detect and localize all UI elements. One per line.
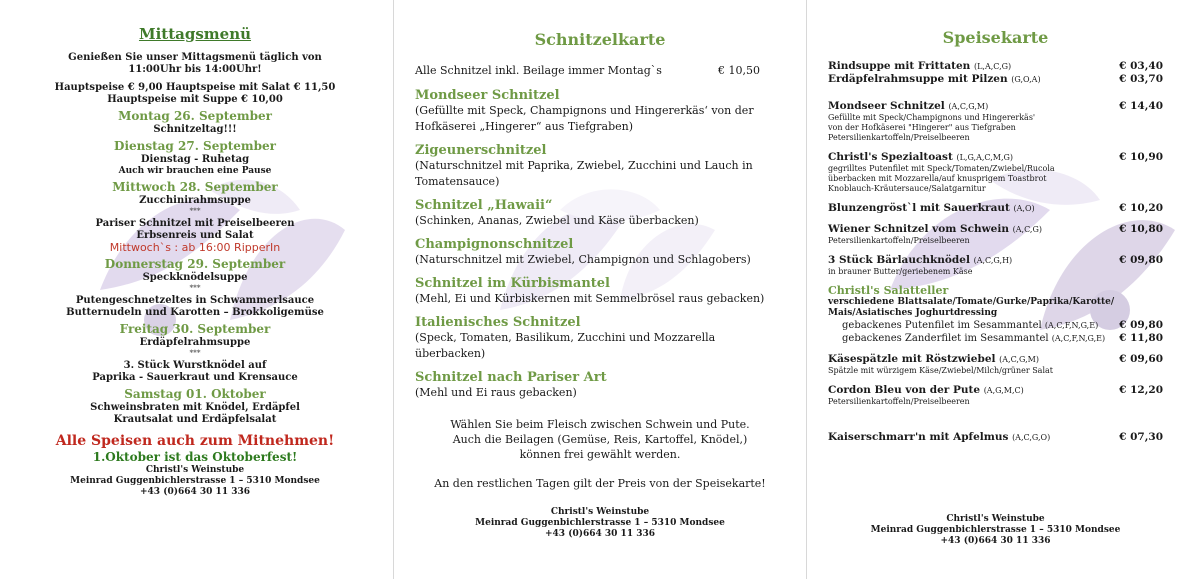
schnitzel-desc: (Gefüllte mit Speck, Champignons und Hingererkäs‘ von der Hofkäserei „Hingerer“ aus Tiefgraben)	[415, 104, 754, 133]
item-price: € 10,20	[1119, 202, 1163, 214]
allergens: (L,A,C,G)	[973, 62, 1012, 71]
day-item: Erdäpfelrahmsuppe	[139, 337, 251, 348]
main-menu-title: Speisekarte	[942, 28, 1049, 47]
menu-item	[828, 151, 1163, 164]
menu-item	[828, 202, 1163, 215]
day-item: Speckknödelsuppe	[142, 272, 248, 283]
allergens: (A,C,G,O)	[1012, 433, 1051, 442]
item-name: gebackenes Zanderfilet im Sesammantel	[842, 333, 1049, 344]
allergens: (A,G,M,C)	[983, 386, 1024, 395]
item-price: € 14,40	[1119, 100, 1163, 112]
day-heading: Freitag 30. September	[119, 322, 271, 336]
address-name: Christl's Weinstube	[946, 514, 1045, 524]
item-name: Erdäpfelrahmsuppe mit Pilzen	[828, 73, 1008, 85]
day-item: 3. Stück Wurstknödel auf	[123, 360, 267, 371]
allergens: (A,C,G,H)	[973, 256, 1013, 265]
salad-title: Christl's Salatteller	[828, 284, 949, 297]
allergens: (L,G,A,C,M,G)	[956, 153, 1014, 162]
allergens: (A,O)	[1013, 204, 1035, 213]
menu-item	[828, 73, 1163, 86]
item-name: Christl's Spezialtoast	[828, 151, 953, 163]
allergens: (A,C,G)	[1012, 225, 1042, 234]
address-name: Christl's Weinstube	[145, 465, 245, 475]
lunch-intro: Genießen Sie unser Mittagsmenü täglich von 11:00Uhr bis 14:00Uhr!	[68, 52, 322, 75]
schnitzel-menu-title: Schnitzelkarte	[534, 30, 666, 49]
item-name: 3 Stück Bärlauchknödel	[828, 254, 970, 266]
allergens: (A,C,F,N,G,E)	[1051, 334, 1106, 343]
salad-desc: verschiedene Blattsalate/Tomate/Gurke/Paprika/Karotte/	[828, 297, 1115, 307]
item-price: € 03,40	[1119, 60, 1163, 72]
item-name: gebackenes Putenfilet im Sesammantel	[842, 320, 1042, 331]
menu-item	[828, 384, 1163, 397]
schnitzel-item	[415, 237, 785, 268]
day-item: Paprika - Sauerkraut und Krensauce	[92, 372, 298, 383]
address-block	[828, 514, 1163, 547]
day-item: Butternudeln und Karotten – Brokkoligemüse	[66, 307, 324, 318]
schnitzel-desc: (Naturschnitzel mit Paprika, Zwiebel, Zucchini und Lauch in Tomatensauce)	[415, 159, 753, 188]
separator-stars: ***	[189, 283, 201, 292]
schnitzel-intro-price: € 10,50	[718, 64, 760, 77]
schnitzel-item	[415, 276, 785, 307]
schnitzel-name: Zigeunerschnitzel	[415, 143, 547, 158]
allergens: (A,C,G,M)	[999, 355, 1039, 364]
item-desc: gegrilltes Putenfilet mit Speck/Tomaten/Zwiebel/Rucola	[828, 164, 1055, 173]
day-item: Schweinsbraten mit Knödel, Erdäpfel	[90, 402, 300, 413]
day-item: Krautsalat und Erdäpfelsalat	[113, 414, 277, 425]
address-block	[415, 507, 785, 540]
address-phone: +43 (0)664 30 11 336	[140, 487, 250, 497]
day-heading: Montag 26. September	[118, 109, 272, 123]
item-name: Kaiserschmarr'n mit Apfelmus	[828, 431, 1009, 443]
salad-option	[828, 332, 1163, 345]
separator-stars: ***	[189, 348, 201, 357]
rippern-note: Mittwoch`s : ab 16:00 RipperIn	[109, 241, 281, 254]
menu-item	[828, 254, 1163, 267]
takeaway-notice: Alle Speisen auch zum Mitnehmen!	[55, 433, 335, 449]
allergens: (A,C,G,M)	[948, 102, 989, 111]
day-item: Pariser Schnitzel mit Preiselbeeren	[95, 218, 295, 229]
item-price: € 07,30	[1119, 431, 1163, 443]
schnitzel-name: Champignonschnitzel	[415, 237, 574, 252]
allergens: (A,C,F,N,G,E)	[1044, 321, 1099, 330]
note-line: Auch die Beilagen (Gemüse, Reis, Kartoffel, Knödel,)	[452, 433, 748, 446]
menu-item	[828, 431, 1163, 444]
schnitzel-name: Schnitzel „Hawaii“	[415, 198, 553, 213]
item-name: Blunzengröst`l mit Sauerkraut	[828, 202, 1010, 214]
item-price: € 11,80	[1119, 332, 1163, 344]
item-name: Käsespätzle mit Röstzwiebel	[828, 353, 996, 365]
schnitzel-name: Italienisches Schnitzel	[415, 315, 581, 330]
item-desc: in brauner Butter/geriebenem Käse	[828, 267, 973, 276]
day-item: Putengeschnetzeltes in Schwammerlsauce	[75, 295, 315, 306]
day-heading: Donnerstag 29. September	[104, 257, 286, 271]
separator-stars: ***	[189, 206, 201, 215]
item-price: € 03,70	[1119, 73, 1163, 85]
schnitzel-note-rest: An den restlichen Tagen gilt der Preis von der Speisekarte!	[434, 477, 766, 490]
menu-item	[828, 223, 1163, 236]
day-item: Dienstag - Ruhetag	[140, 154, 250, 165]
lunch-menu-column	[30, 0, 360, 579]
schnitzel-desc: (Mehl, Ei und Kürbiskernen mit Semmelbrösel raus gebacken)	[415, 292, 765, 305]
address-street: Meinrad Guggenbichlerstrasse 1 – 5310 Mondsee	[70, 476, 320, 486]
item-name: Wiener Schnitzel vom Schwein	[828, 223, 1009, 235]
item-name: Rindsuppe mit Frittaten	[828, 60, 971, 72]
note-line: Wählen Sie beim Fleisch zwischen Schwein und Pute.	[450, 418, 750, 431]
item-price: € 10,90	[1119, 151, 1163, 163]
oktoberfest-notice: 1.Oktober ist das Oktoberfest!	[92, 450, 298, 464]
item-price: € 09,80	[1119, 254, 1163, 266]
item-price: € 10,80	[1119, 223, 1163, 235]
address-name: Christl's Weinstube	[550, 507, 650, 517]
day-heading: Samstag 01. Oktober	[124, 387, 266, 401]
schnitzel-name: Mondseer Schnitzel	[415, 88, 560, 103]
item-desc: von der Hofkäserei "Hingerer" aus Tiefgraben	[828, 123, 1016, 132]
address-street: Meinrad Guggenbichlerstrasse 1 – 5310 Mondsee	[870, 525, 1121, 535]
menu-item	[828, 353, 1163, 366]
item-desc: Spätzle mit würzigem Käse/Zwiebel/Milch/grüner Salat	[828, 366, 1053, 375]
schnitzel-desc: (Schinken, Ananas, Zwiebel und Käse überbacken)	[415, 214, 699, 227]
schnitzel-menu-column	[415, 0, 785, 579]
item-name: Mondseer Schnitzel	[828, 100, 945, 112]
main-menu-column	[828, 0, 1163, 579]
item-desc: Petersilienkartoffeln/Preiselbeeren	[828, 236, 970, 245]
schnitzel-note	[415, 417, 785, 462]
day-item: Auch wir brauchen eine Pause	[118, 166, 272, 176]
schnitzel-name: Schnitzel nach Pariser Art	[415, 370, 607, 385]
item-price: € 09,60	[1119, 353, 1163, 365]
item-desc: Petersilienkartoffeln/Preiselbeeren	[828, 133, 970, 142]
schnitzel-desc: (Speck, Tomaten, Basilikum, Zucchini und Mozzarella überbacken)	[415, 331, 716, 360]
salad-desc: Mais/Asiatisches Joghurtdressing	[828, 308, 998, 318]
schnitzel-intro-text: Alle Schnitzel inkl. Beilage immer Montag`s	[415, 64, 662, 77]
menu-item	[828, 60, 1163, 73]
schnitzel-name: Schnitzel im Kürbismantel	[415, 276, 610, 291]
item-price: € 12,20	[1119, 384, 1163, 396]
lunch-menu-title: Mittagsmenü	[138, 25, 252, 43]
schnitzel-item	[415, 198, 785, 229]
item-price: € 09,80	[1119, 319, 1163, 331]
allergens: (G,O,A)	[1011, 75, 1041, 84]
column-divider	[393, 0, 394, 579]
schnitzel-intro	[415, 63, 785, 78]
day-heading: Dienstag 27. September	[114, 139, 276, 153]
address-phone: +43 (0)664 30 11 336	[940, 536, 1051, 546]
lunch-price-line: Hauptspeise € 9,00 Hauptspeise mit Salat € 11,50	[54, 82, 336, 93]
item-desc: Petersilienkartoffeln/Preiselbeeren	[828, 397, 970, 406]
menu-item	[828, 100, 1163, 113]
item-desc: überbacken mit Mozzarella/auf knusprigem Toastbrot	[828, 174, 1047, 183]
schnitzel-item	[415, 88, 785, 135]
schnitzel-item	[415, 143, 785, 190]
item-desc: Knoblauch-Kräutersauce/Salatgarnitur	[828, 184, 986, 193]
schnitzel-item	[415, 370, 785, 401]
schnitzel-desc: (Naturschnitzel mit Zwiebel, Champignon und Schlagobers)	[415, 253, 751, 266]
column-divider	[806, 0, 807, 579]
item-name: Cordon Bleu von der Pute	[828, 384, 981, 396]
salad-option	[828, 319, 1163, 332]
day-heading: Mittwoch 28. September	[112, 180, 278, 194]
schnitzel-desc: (Mehl und Ei raus gebacken)	[415, 386, 577, 399]
item-desc: Gefüllte mit Speck/Champignons und Hingererkäs'	[828, 113, 1036, 122]
address-phone: +43 (0)664 30 11 336	[545, 529, 655, 539]
schnitzel-item	[415, 315, 785, 362]
day-item: Schnitzeltag!!!	[153, 124, 237, 135]
address-street: Meinrad Guggenbichlerstrasse 1 – 5310 Mondsee	[475, 518, 725, 528]
note-line: können frei gewählt werden.	[519, 448, 681, 461]
lunch-price-line: Hauptspeise mit Suppe € 10,00	[107, 94, 283, 105]
day-item: Zucchinirahmsuppe	[139, 195, 251, 206]
day-item: Erbsenreis und Salat	[136, 230, 254, 241]
